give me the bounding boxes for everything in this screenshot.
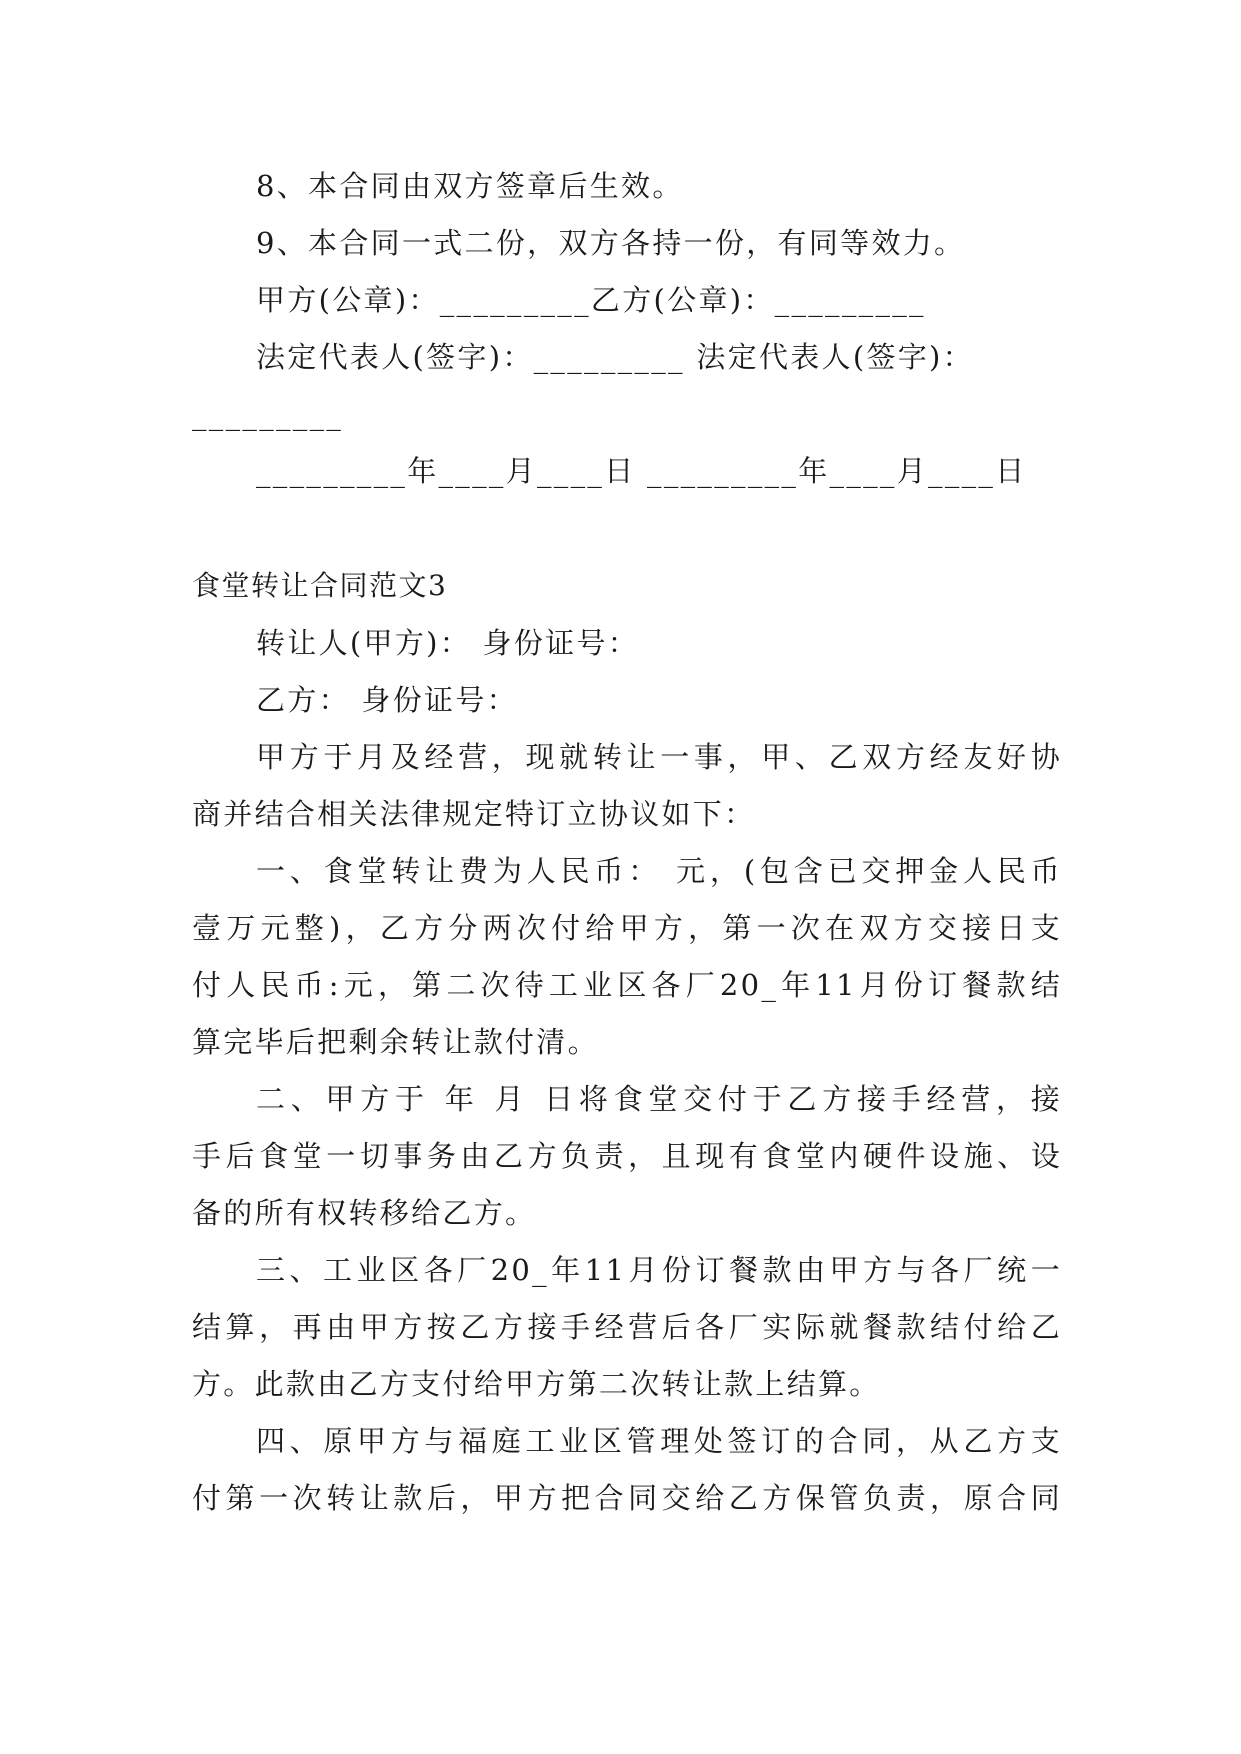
date-line: _________年____月____日 _________年____月____日 [256,454,1027,488]
clause-2-line-2: 手后食堂一切事务由乙方负责，且现有食堂内硬件设施、设 [192,1139,1062,1173]
clause-3-line-3: 方。此款由乙方支付给甲方第二次转让款上结算。 [192,1367,881,1401]
transferor-line: 转让人(甲方)： 身份证号： [256,626,640,660]
preamble-line-1: 甲方于月及经营，现就转让一事，甲、乙双方经友好协 [256,740,1062,774]
clause-2-line-1: 二、甲方于 年 月 日将食堂交付于乙方接手经营，接 [256,1082,1062,1116]
preamble-line-2: 商并结合相关法律规定特订立协议如下： [192,797,756,831]
clause-1-line-4: 算完毕后把剩余转让款付清。 [192,1025,599,1059]
clause-2-line-3: 备的所有权转移给乙方。 [192,1196,537,1230]
clause-1-line-2: 壹万元整)，乙方分两次付给甲方，第一次在双方交接日支 [192,911,1062,945]
clause-1-line-3: 付人民币:元，第二次待工业区各厂20_年11月份订餐款结 [192,968,1062,1002]
clause-3-line-2: 结算，再由甲方按乙方接手经营后各厂实际就餐款结付给乙 [192,1310,1062,1344]
clause-3-line-1: 三、工业区各厂20_年11月份订餐款由甲方与各厂统一 [256,1253,1062,1287]
clause-9: 9、本合同一式二份，双方各持一份，有同等效力。 [256,226,966,260]
section-title: 食堂转让合同范文3 [192,569,448,602]
clause-4-line-1: 四、原甲方与福庭工业区管理处签订的合同，从乙方支 [256,1424,1062,1458]
party-b-line: 乙方： 身份证号： [256,683,518,717]
representative-line: 法定代表人(签字)：_________ 法定代表人(签字)： [256,340,974,374]
clause-8: 8、本合同由双方签章后生效。 [256,169,684,203]
representative-blank: _________ [192,397,344,431]
clause-4-line-2: 付第一次转让款后，甲方把合同交给乙方保管负责，原合同 [192,1481,1062,1515]
clause-1-line-1: 一、食堂转让费为人民币： 元，(包含已交押金人民币 [256,854,1062,888]
seal-line: 甲方(公章)：_________乙方(公章)：_________ [256,283,926,317]
